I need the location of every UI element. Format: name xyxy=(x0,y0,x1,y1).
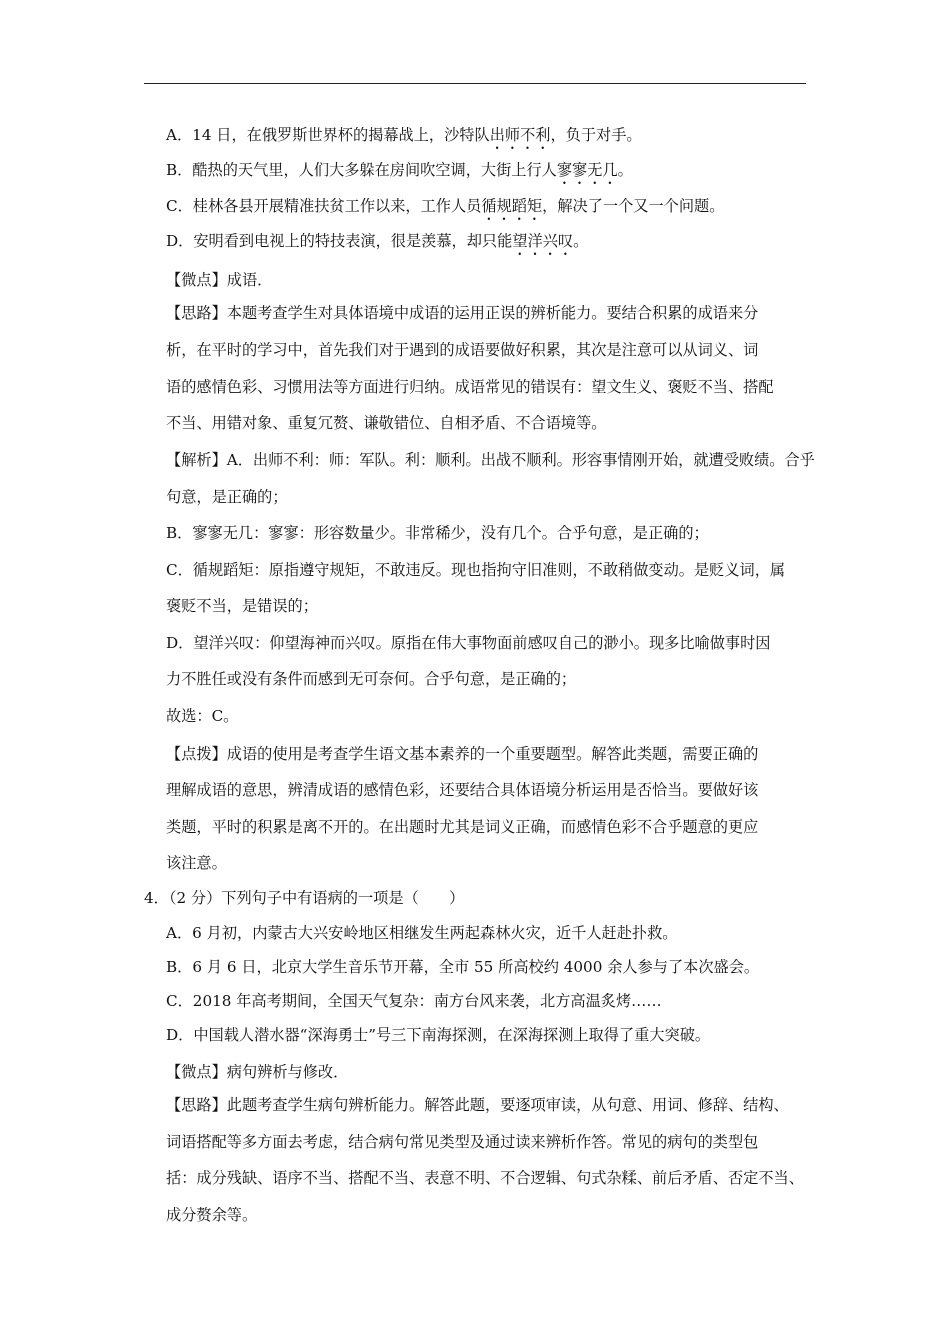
q3-option-c: C．桂林各县开展精准扶贫工作以来，工作人员循规蹈矩，解决了一个又一个问题。 xyxy=(166,197,725,215)
emphasized-idiom: 寥寥无几 xyxy=(556,161,618,179)
emphasized-idiom: 望洋兴叹 xyxy=(512,232,574,250)
q3-jiexi-line: D．望洋兴叹：仰望海神而兴叹。原指在伟大事物面前感叹自己的渺小。现多比喻做事时因 xyxy=(166,634,771,652)
q4-option-b: B．6 月 6 日，北京大学生音乐节开幕，全市 55 所高校约 4000 余人参与了本次盛会。 xyxy=(166,958,760,976)
q3-dianbo-line: 【点拨】成语的使用是考查学生语文基本素养的一个重要题型。解答此类题，需要正确的 xyxy=(166,745,759,763)
header-rule xyxy=(144,83,806,84)
emphasized-idiom: 循规蹈矩 xyxy=(481,197,543,215)
q3-dianbo-line: 类题，平时的积累是离不开的。在出题时尤其是词义正确，而感情色彩不合乎题意的更应 xyxy=(166,818,759,836)
q3-silu-line: 不当、用错对象、重复冗赘、谦敬错位、自相矛盾、不合语境等。 xyxy=(166,414,607,432)
q4-option-a: A．6 月初，内蒙古大兴安岭地区相继发生两起森林火灾，近千人赶赴扑救。 xyxy=(166,924,678,942)
emphasized-idiom: 出师不利 xyxy=(489,126,551,144)
q4-weidian: 【微点】病句辨析与修改． xyxy=(166,1063,349,1081)
q3-option-d: D．安明看到电视上的特技表演，很是羡慕，却只能望洋兴叹。 xyxy=(166,232,589,250)
q3-option-a: A．14 日，在俄罗斯世界杯的揭幕战上，沙特队出师不利，负于对手。 xyxy=(166,126,642,144)
q4-silu-line: 词语搭配等多方面去考虑，结合病句常见类型及通过读来辨析作答。常见的病句的类型包 xyxy=(166,1133,759,1151)
q4-silu-line: 成分赘余等。 xyxy=(166,1206,258,1224)
q3-jiexi-line: 褒贬不当，是错误的； xyxy=(166,597,318,615)
q4-option-c: C．2018 年高考期间，全国天气复杂：南方台风来袭，北方高温炙烤…… xyxy=(166,992,662,1010)
q3-jiexi-line: B．寥寥无几：寥寥：形容数量少。非常稀少，没有几个。合乎句意，是正确的； xyxy=(166,524,709,542)
q4-silu-line: 括：成分残缺、语序不当、搭配不当、表意不明、不合逻辑、句式杂糅、前后矛盾、否定不当、 xyxy=(166,1169,804,1187)
q4-silu-line: 【思路】此题考查学生病句辨析能力。解答此题，要逐项审读，从句意、用词、修辞、结构、 xyxy=(166,1096,789,1114)
q3-option-b: B．酷热的天气里，人们大多躲在房间吹空调，大街上行人寥寥无几。 xyxy=(166,161,633,179)
q3-silu-line: 【思路】本题考查学生对具体语境中成语的运用正误的辨析能力。要结合积累的成语来分 xyxy=(166,304,759,322)
q3-jiexi-line: 【解析】A．出师不利：师：军队。利：顺利。出战不顺利。形容事情刚开始，就遭受败绩。合乎 xyxy=(166,451,815,469)
q4-stem: 4．（2 分）下列句子中有语病的一项是（ ） xyxy=(144,889,465,907)
q3-silu-line: 语的感情色彩、习惯用法等方面进行归纳。成语常见的错误有：望文生义、褒贬不当、搭配 xyxy=(166,378,774,396)
q3-jiexi-line: 故选：C。 xyxy=(166,707,239,725)
q3-dianbo-line: 该注意。 xyxy=(166,854,227,872)
q3-jiexi-line: C．循规蹈矩：原指遵守规矩，不敢违反。现也指拘守旧准则，不敢稍做变动。是贬义词，属 xyxy=(166,561,786,579)
q3-jiexi-line: 力不胜任或没有条件而感到无可奈何。合乎句意，是正确的； xyxy=(166,670,577,688)
q4-option-d: D．中国载人潜水器“深海勇士”号三下南海探测，在深海探测上取得了重大突破。 xyxy=(166,1026,711,1044)
q3-silu-line: 析，在平时的学习中，首先我们对于遇到的成语要做好积累，其次是注意可以从词义、词 xyxy=(166,341,759,359)
q3-weidian: 【微点】成语． xyxy=(166,271,273,289)
q3-jiexi-line: 句意，是正确的； xyxy=(166,488,288,506)
q3-dianbo-line: 理解成语的意思，辨清成语的感情色彩，还要结合具体语境分析运用是否恰当。要做好该 xyxy=(166,781,759,799)
